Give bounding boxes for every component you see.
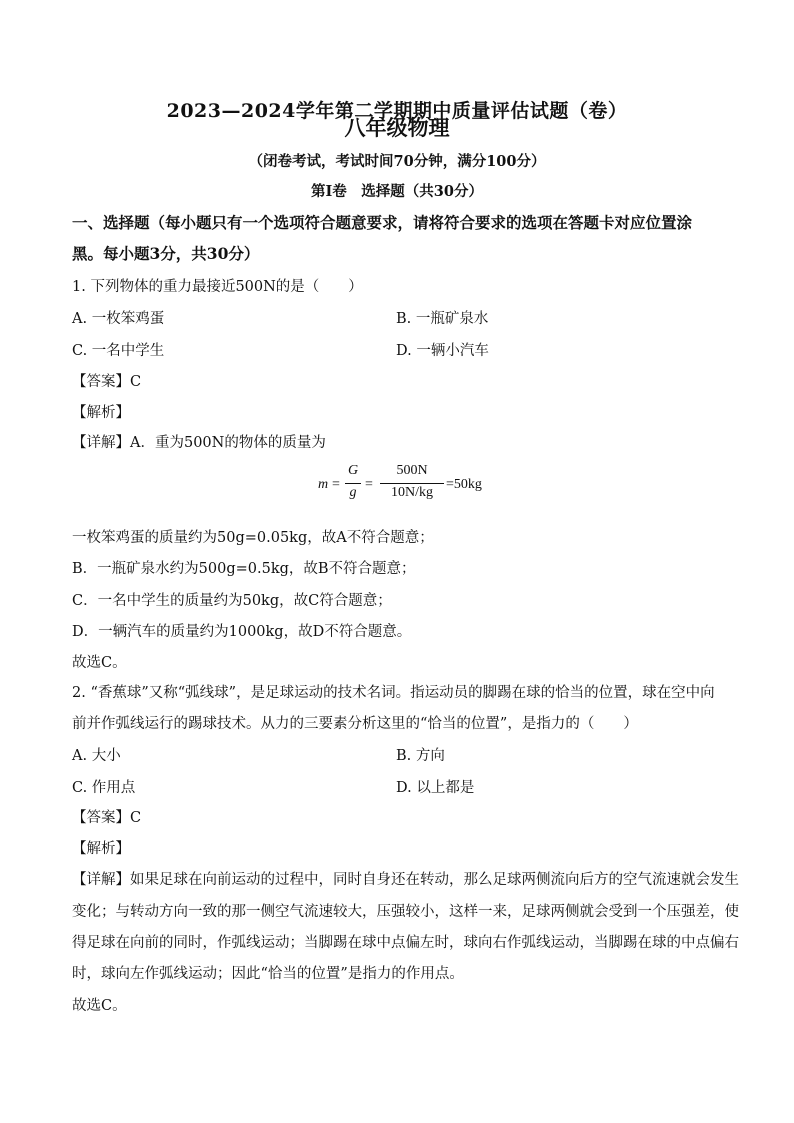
formula-equals-2: = xyxy=(365,477,373,492)
q2-detail-line3: 得足球在向前的同时，作弧线运动；当脚踢在球中点偏左时，球向右作弧线运动，当脚踢在球的中点偏右 xyxy=(72,935,739,951)
fraction-bar xyxy=(380,483,444,484)
q2-detail-line4: 时，球向左作弧线运动；因此“恰当的位置”是指力的作用点。 xyxy=(72,966,464,982)
q1-line-car: D．一辆汽车的质量约为1000kg，故D不符合题意。 xyxy=(72,624,412,640)
q2-stem-line2: 前并作弧线运行的踢球技术。从力的三要素分析这里的“恰当的位置”，是指力的（ ） xyxy=(72,716,638,732)
detail-intro: A．重为500N的物体的质量为 xyxy=(130,435,326,451)
q1-detail xyxy=(72,431,326,452)
answer-label: 【答案】 xyxy=(72,810,130,826)
q2-analysis-label: 【解析】 xyxy=(72,841,130,857)
q1-option-a: A. 一枚笨鸡蛋 xyxy=(72,311,165,327)
section-heading-line2: 黑。每小题3分，共30分） xyxy=(72,244,260,263)
q2-stem-line1: 2. “香蕉球”又称“弧线球”，是足球运动的技术名词。指运动员的脚踢在球的恰当的位置，球在空中向 xyxy=(72,685,715,701)
q2-detail-line1 xyxy=(72,868,739,889)
q1-option-c: C. 一名中学生 xyxy=(72,343,165,359)
q2-option-a: A. 大小 xyxy=(72,748,121,764)
part-title: 第Ⅰ卷 选择题（共30分） xyxy=(311,183,483,200)
q2-option-c: C. 作用点 xyxy=(72,780,136,796)
answer-value: C xyxy=(130,374,142,390)
subject-title: 八年级物理 xyxy=(344,115,450,140)
section-heading-line1: 一、选择题（每小题只有一个选项符合题意要求，请将符合要求的选项在答题卡对应位置涂 xyxy=(72,213,693,232)
q1-line-egg: 一枚笨鸡蛋的质量约为50g=0.05kg，故A不符合题意； xyxy=(72,530,434,546)
q1-answer xyxy=(72,370,141,391)
formula-m: m xyxy=(318,477,329,492)
q1-line-student: C．一名中学生的质量约为50kg，故C符合题意； xyxy=(72,593,392,609)
formula-result: =50kg xyxy=(446,477,482,492)
fraction-bar xyxy=(345,483,361,484)
mass-formula xyxy=(318,463,488,509)
formula-g: g xyxy=(349,485,357,500)
detail-label: 【详解】 xyxy=(72,872,130,888)
q2-option-d: D. 以上都是 xyxy=(396,780,475,796)
answer-label: 【答案】 xyxy=(72,374,130,390)
detail-label: 【详解】 xyxy=(72,435,130,451)
q1-analysis-label: 【解析】 xyxy=(72,405,130,421)
q1-stem: 1. 下列物体的重力最接近500N的是（ ） xyxy=(72,279,363,295)
q2-conclusion: 故选C。 xyxy=(72,998,127,1014)
formula-equals: = xyxy=(332,477,340,492)
q1-option-d: D. 一辆小汽车 xyxy=(396,343,489,359)
answer-value: C xyxy=(130,810,142,826)
q1-option-b: B. 一瓶矿泉水 xyxy=(396,311,489,327)
q2-answer xyxy=(72,806,141,827)
exam-info: （闭卷考试，考试时间70分钟，满分100分） xyxy=(248,153,546,170)
exam-title: 2023—2024学年第二学期期中质量评估试题（卷） xyxy=(166,100,628,122)
q1-conclusion: 故选C。 xyxy=(72,655,127,671)
formula-G: G xyxy=(347,463,359,478)
formula-numerator: 500N xyxy=(396,463,428,478)
q2-detail-line2: 变化；与转动方向一致的那一侧空气流速较大，压强较小，这样一来，足球两侧就会受到一个压强差，使 xyxy=(72,904,739,920)
q1-line-water: B．一瓶矿泉水约为500g=0.5kg，故B不符合题意； xyxy=(72,561,416,577)
formula-denominator: 10N/kg xyxy=(391,485,433,500)
detail-text: 如果足球在向前运动的过程中，同时自身还在转动，那么足球两侧流向后方的空气流速就会发生 xyxy=(130,872,739,888)
q2-option-b: B. 方向 xyxy=(396,748,445,764)
